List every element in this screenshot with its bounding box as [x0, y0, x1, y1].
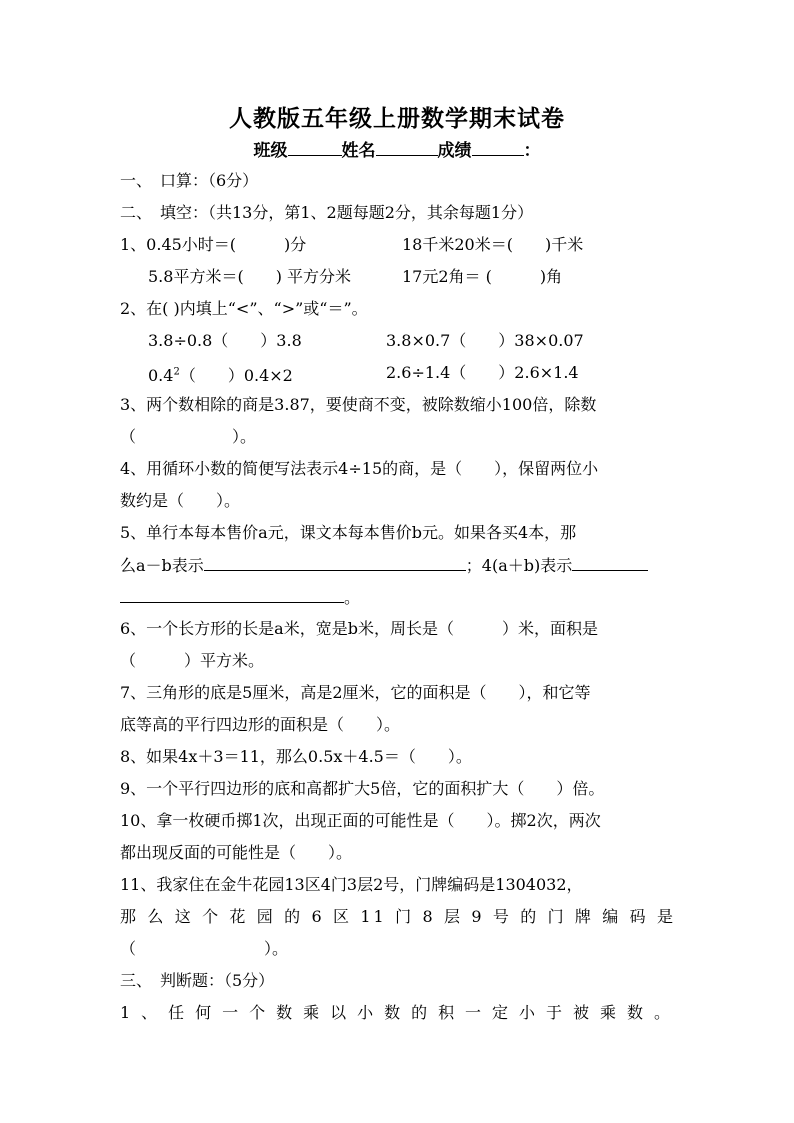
q6-line-2: （ ）平方米。	[120, 651, 265, 670]
q2-c-rest: （ ）0.4×2	[179, 366, 293, 386]
q8: 8、如果4x＋3＝11，那么0.5x＋4.5＝（ ）。	[120, 747, 472, 766]
q1-part-d: 17元2角＝ ( )角	[402, 267, 563, 286]
q4-line-1: 4、用循环小数的简便写法表示4÷15的商，是（ ），保留两位小	[120, 459, 599, 478]
q11-line-2: 那么这个花园的6区11门8层9号的门牌编码是	[120, 907, 676, 926]
q5-line-2	[120, 554, 676, 577]
q1-part-c: 5.8平方米＝( ) 平方分米	[148, 267, 352, 286]
q11-line-3: （ ）。	[120, 939, 289, 958]
q7-line-2: 底等高的平行四边形的面积是（ ）。	[120, 715, 401, 734]
section-3-heading: 三、 判断题：（5分）	[120, 971, 275, 990]
q2-c-base: 0.4	[148, 366, 174, 386]
section-1-heading: 一、 口算：（6分）	[120, 171, 259, 190]
q2-part-c	[148, 366, 293, 385]
q5-text-a: 么a－b表示	[120, 556, 204, 575]
judge-q1: 1、任何一个数乘以小数的积一定小于被乘数。	[120, 1003, 676, 1022]
name-blank[interactable]	[376, 139, 438, 156]
class-label: 班级	[253, 141, 288, 161]
q2-row-2	[148, 362, 704, 387]
q9: 9、一个平行四边形的底和高都扩大5倍，它的面积扩大（ ）倍。	[120, 779, 605, 798]
q5-text-b: ；4(a＋b)表示	[465, 556, 573, 575]
q3-line-2: （ ）。	[120, 427, 257, 446]
q2-c-exponent: 2	[173, 367, 180, 378]
q1-row-2	[148, 266, 704, 288]
q2-part-a: 3.8÷0.8（ ）3.8	[148, 331, 302, 350]
score-label: 成绩	[437, 141, 472, 161]
q1-row-1	[120, 234, 676, 256]
q10-line-2: 都出现反面的可能性是（ ）。	[120, 843, 353, 862]
q5-line-1: 5、单行本每本售价a元，课文本每本售价b元。如果各买4本，那	[120, 523, 577, 542]
q2-stem: 2、在( )内填上“<”、“>”或“＝”。	[120, 299, 368, 318]
q6-line-1: 6、一个长方形的长是a米，宽是b米，周长是（ ）米，面积是	[120, 619, 598, 638]
q2-part-b: 3.8×0.7（ ）38×0.07	[386, 331, 584, 350]
end-mark: ：	[523, 141, 541, 161]
page-title: 人教版五年级上册数学期末试卷	[229, 105, 565, 132]
q2-row-1	[148, 330, 704, 352]
section-2-heading: 二、 填空：（共13分，第1、2题每题2分，其余每题1分）	[120, 203, 534, 222]
q3-line-1: 3、两个数相除的商是3.87，要使商不变，被除数缩小100倍，除数	[120, 395, 597, 414]
q5-blank-3[interactable]	[120, 586, 344, 603]
q1-part-b: 18千米20米＝( )千米	[402, 235, 584, 254]
q5-blank-2[interactable]	[572, 554, 648, 571]
name-label: 姓名	[341, 141, 376, 161]
q5-end: 。	[344, 588, 361, 607]
q7-line-1: 7、三角形的底是5厘米，高是2厘米，它的面积是（ ），和它等	[120, 683, 591, 702]
q2-part-d: 2.6÷1.4（ ）2.6×1.4	[386, 363, 579, 382]
q10-line-1: 10、拿一枚硬币掷1次，出现正面的可能性是（ ）。掷2次，两次	[120, 811, 601, 830]
q5-blank-1[interactable]	[204, 554, 466, 571]
q5-line-3	[120, 586, 676, 609]
q1-part-a: 1、0.45小时＝( )分	[120, 235, 307, 254]
score-blank[interactable]	[472, 139, 524, 156]
q4-line-2: 数约是（ ）。	[120, 491, 241, 510]
q11-line-1: 11、我家住在金牛花园13区4门3层2号，门牌编码是1304032，	[120, 875, 583, 894]
class-blank[interactable]	[288, 139, 342, 156]
student-info-line	[0, 136, 794, 161]
